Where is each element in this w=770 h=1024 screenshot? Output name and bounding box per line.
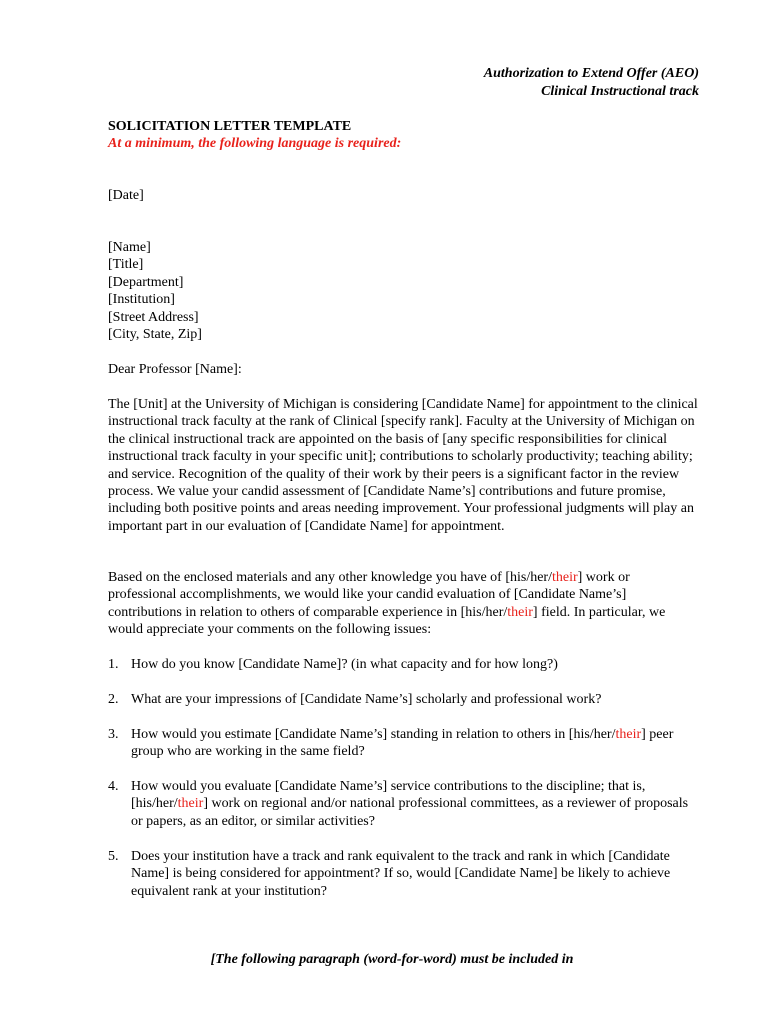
pronoun-their-highlight: their [507, 604, 533, 620]
pronoun-their-highlight: their [177, 796, 204, 812]
list-item [108, 656, 698, 673]
document-header [484, 65, 699, 100]
required-language-note: At a minimum, the following language is required: [108, 136, 402, 151]
question-text [131, 726, 698, 761]
pronoun-their-highlight: their [551, 570, 578, 585]
question-number: 4. [108, 779, 119, 794]
header-line-aeo: Authorization to Extend Offer (AEO) [483, 66, 699, 81]
question-text [131, 778, 698, 830]
list-item [108, 848, 698, 900]
document-title: SOLICITATION LETTER TEMPLATE [108, 119, 352, 134]
mandatory-paragraph-note: [The following paragraph (word-for-word) must be included in [210, 952, 574, 967]
question-text: How do you know [Candidate Name]? (in what capacity and for how long?) [131, 657, 558, 672]
list-item [108, 691, 698, 708]
paragraph-request [108, 569, 698, 639]
paragraph-request-part1: Based on the enclosed materials and any other knowledge you have of [his/her/ [108, 570, 552, 585]
address-street: [Street Address] [108, 309, 199, 325]
question-text-pre: How would you estimate [Candidate Name’s] standing in relation to others in [his/her/ [131, 727, 616, 742]
list-item [108, 726, 698, 761]
address-city-state-zip: [City, State, Zip] [108, 326, 202, 342]
question-number: 3. [108, 727, 119, 742]
question-text: Does your institution have a track and rank equivalent to the track and rank in which [Candidate Name] is being considered for appointment? If so, would [Candidate Name] be likely to achieve equivalent rank at your institution? [131, 849, 671, 899]
header-line-track: Clinical Instructional track [541, 83, 699, 99]
date-placeholder: [Date] [108, 188, 144, 203]
paragraph-intro: The [Unit] at the University of Michigan is considering [Candidate Name] for appointment to the clinical instructional track faculty at the rank of Clinical [specify rank]. Faculty at the University of Michigan on the clinical instructional track are appointed on the basis of [any specific responsibilities for clinical instructional track faculty in your specific unit]; contributions to scholarly productivity; teaching ability; and service. Recognition of the quality of their work by their peers is a significant factor in the review process. We value your candid assessment of [Candidate Name’s] contributions and future promise, including both positive points and areas needing improvement. Your professional judgments will play an important part in our evaluation of [Candidate Name] for appointment. [108, 397, 698, 534]
pronoun-their-highlight: their [615, 727, 642, 742]
question-text-pre: How would you evaluate [Candidate Name’s] service contributions to the discipline; that is, [his/her/ [131, 779, 646, 812]
address-title: [Title] [108, 257, 144, 273]
question-text-post: ] peer group who are working in the same field? [131, 727, 674, 760]
recipient-address-block [108, 239, 698, 343]
address-institution: [Institution] [108, 292, 175, 308]
question-text: What are your impressions of [Candidate Name’s] scholarly and professional work? [131, 692, 602, 707]
salutation: Dear Professor [Name]: [108, 362, 242, 377]
paragraph-request-part3: ] field. In particular, we would appreciate your comments on the following issues: [108, 604, 666, 638]
list-item [108, 778, 698, 830]
question-text-post: ] work on regional and/or national professional committees, as a reviewer of proposals or papers, as an editor, or similar activities? [131, 796, 689, 829]
paragraph-request-part2: ] work or professional accomplishments, we would like your candid evaluation of [Candidate Name’s] contributions in relation to others of comparable experience in [his/her/ [108, 570, 630, 620]
address-name: [Name] [108, 240, 151, 255]
address-department: [Department] [108, 274, 184, 290]
question-number: 5. [108, 849, 119, 864]
question-number: 1. [108, 657, 119, 672]
question-number: 2. [108, 692, 119, 707]
